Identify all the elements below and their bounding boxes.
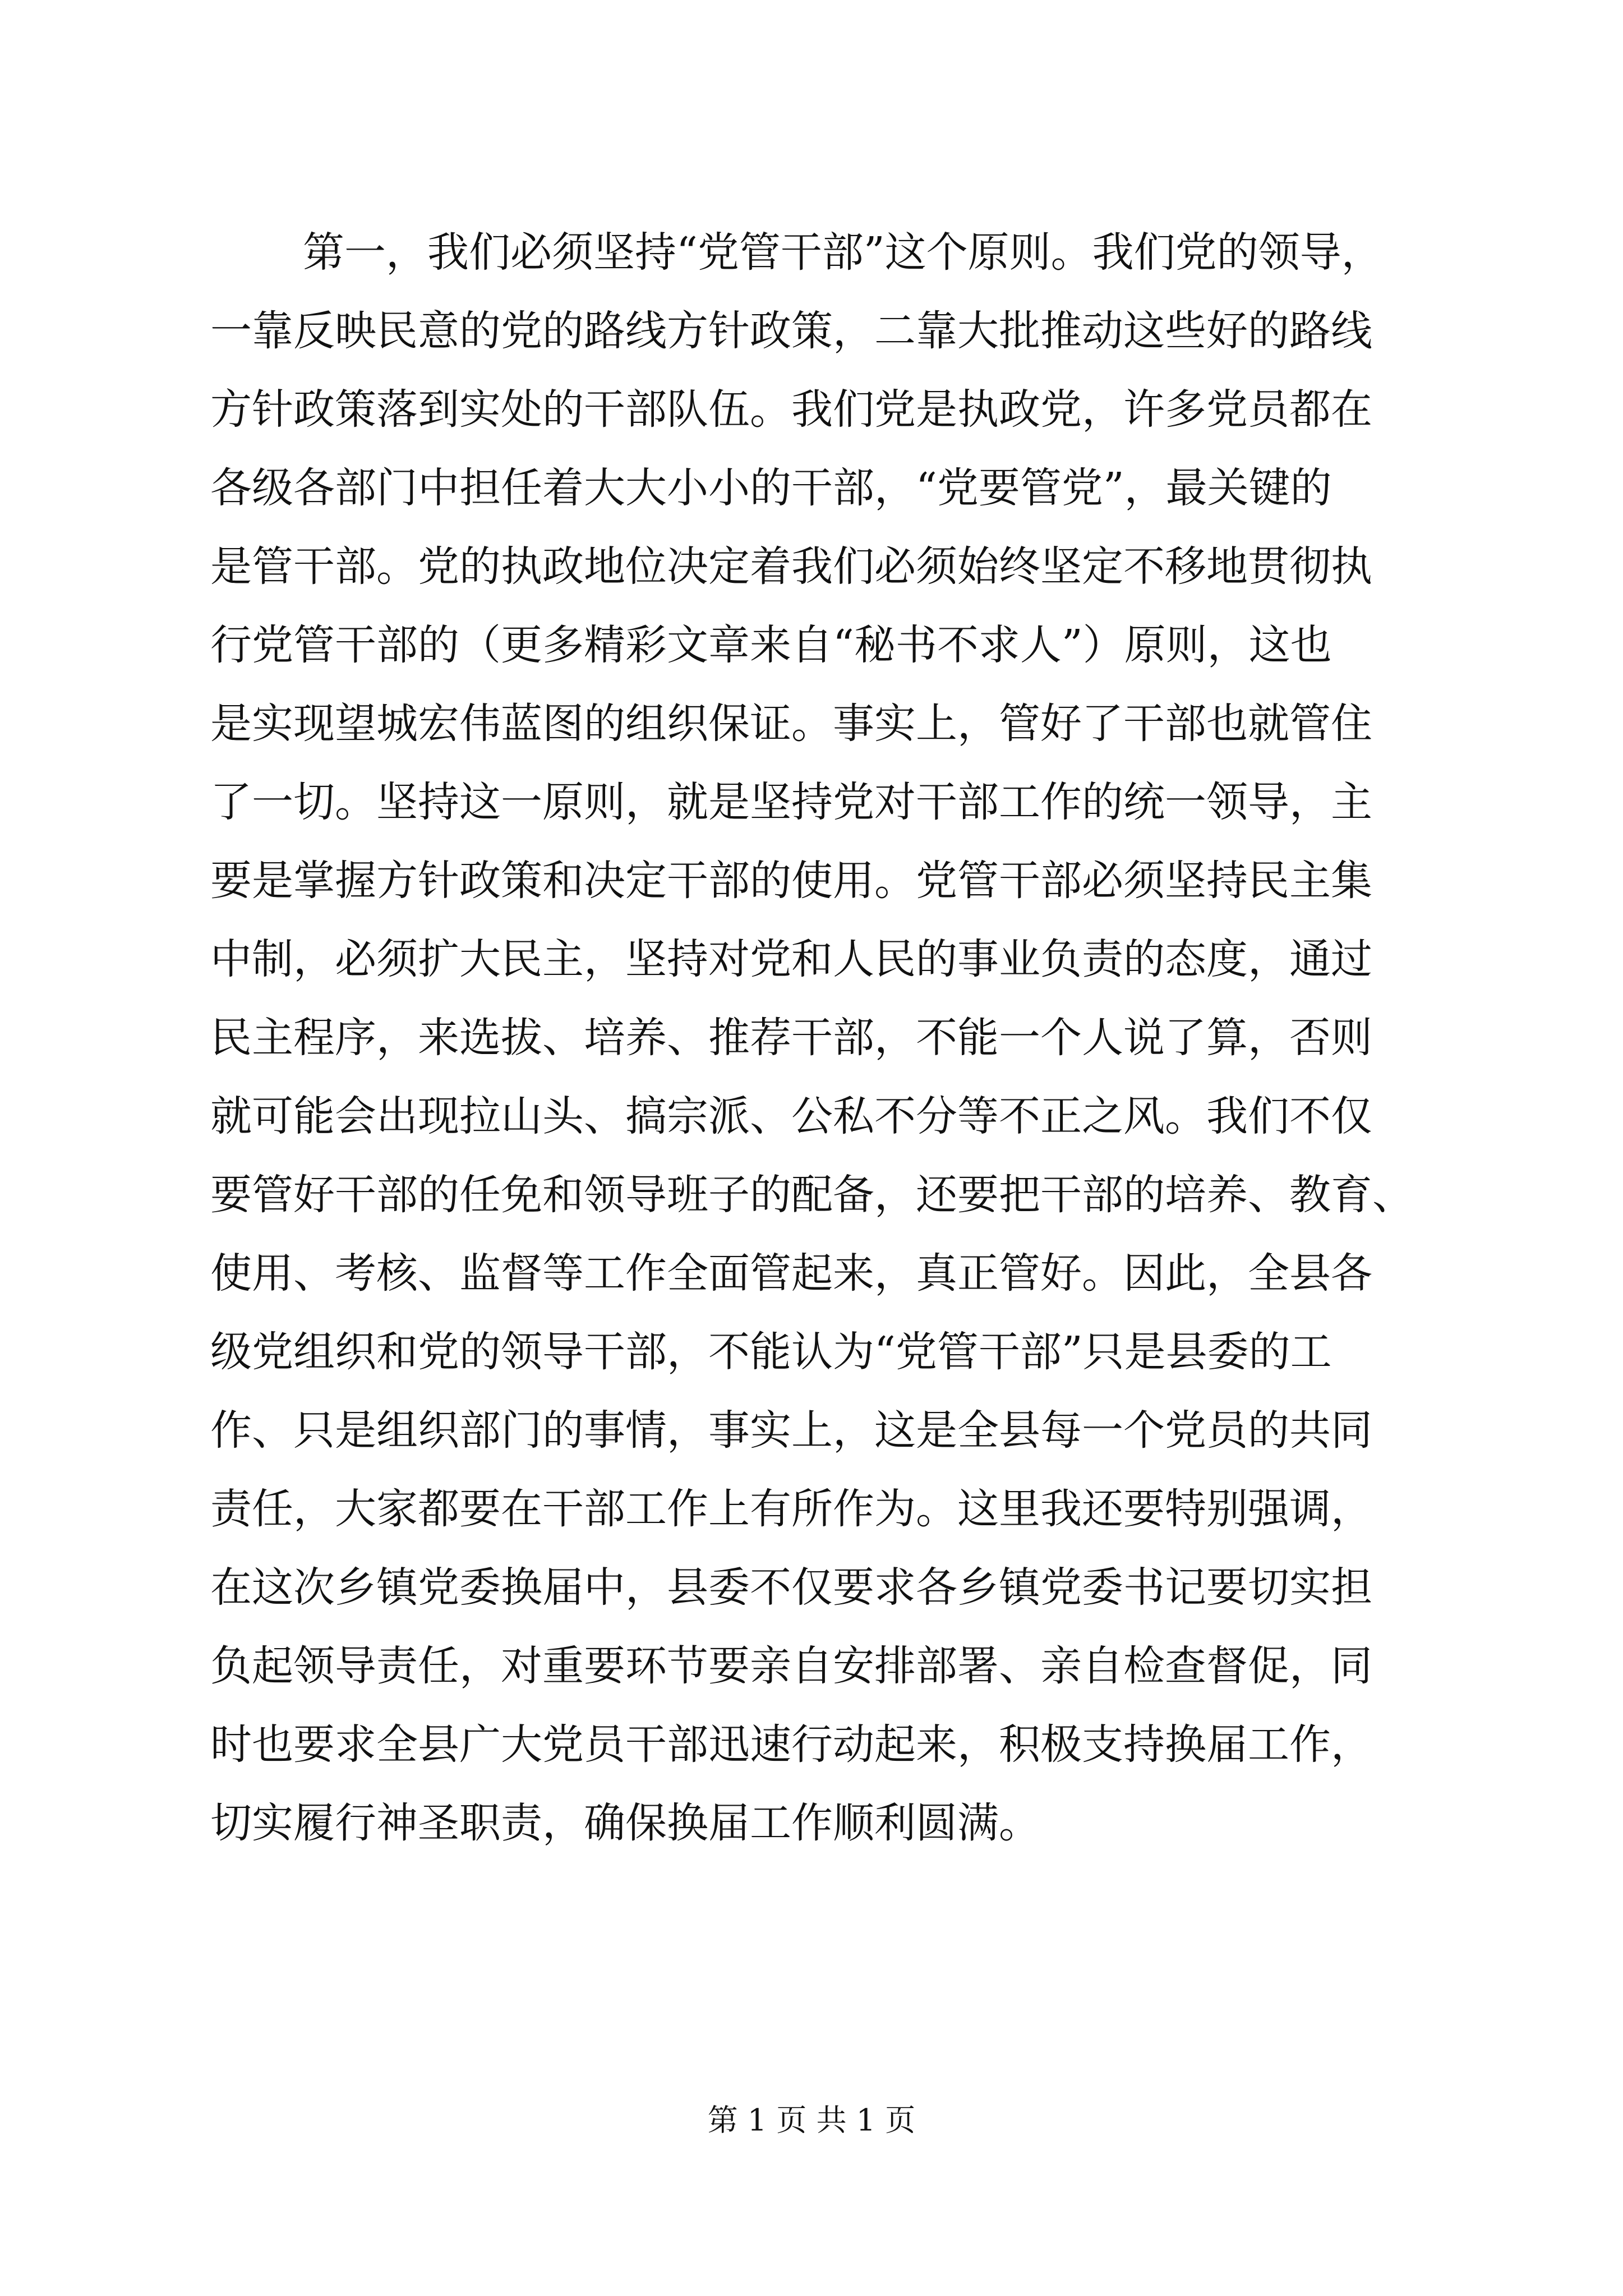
paragraph-line: 民主程序，来选拔、培养、推荐干部，不能一个人说了算，否则 — [210, 1014, 1372, 1062]
paragraph-line: 切实履行神圣职责，确保换届工作顺利圆满。 — [210, 1799, 1040, 1847]
page-number: 第 1 页 共 1 页 — [707, 2102, 916, 2138]
paragraph-line: 一靠反映民意的党的路线方针政策，二靠大批推动这些好的路线 — [210, 307, 1372, 355]
paragraph-line: 级党组织和党的领导干部，不能认为“党管干部”只是县委的工 — [210, 1328, 1332, 1376]
paragraph-line: 第一，我们必须坚持“党管干部”这个原则。我们党的领导， — [303, 228, 1383, 277]
page-footer — [0, 2098, 1623, 2143]
paragraph-line: 是管干部。党的执政地位决定着我们必须始终坚定不移地贯彻执 — [210, 542, 1372, 591]
paragraph-line: 各级各部门中担任着大大小小的干部，“党要管党”，最关键的 — [210, 464, 1332, 512]
paragraph-line: 时也要求全县广大党员干部迅速行动起来，积极支持换届工作， — [210, 1720, 1372, 1769]
paragraph-line: 中制，必须扩大民主，坚持对党和人民的事业负责的态度，通过 — [210, 935, 1372, 983]
paragraph-line: 方针政策落到实处的干部队伍。我们党是执政党，许多党员都在 — [210, 385, 1372, 434]
paragraph-line: 就可能会出现拉山头、搞宗派、公私不分等不正之风。我们不仅 — [210, 1092, 1372, 1140]
paragraph-line: 要管好干部的任免和领导班子的配备，还要把干部的培养、教育、 — [210, 1171, 1414, 1219]
paragraph-line: 在这次乡镇党委换届中，县委不仅要求各乡镇党委书记要切实担 — [210, 1563, 1372, 1612]
paragraph-line: 作、只是组织部门的事情，事实上，这是全县每一个党员的共同 — [210, 1406, 1372, 1455]
paragraph-line: 是实现望城宏伟蓝图的组织保证。事实上，管好了干部也就管住 — [210, 700, 1372, 748]
body-paragraph — [210, 213, 1427, 1862]
paragraph-line: 负起领导责任，对重要环节要亲自安排部署、亲自检查督促，同 — [210, 1642, 1372, 1690]
paragraph-line: 行党管干部的（更多精彩文章来自“秘书不求人”）原则，这也 — [210, 621, 1332, 669]
paragraph-line: 要是掌握方针政策和决定干部的使用。党管干部必须坚持民主集 — [210, 857, 1372, 905]
paragraph-line: 了一切。坚持这一原则，就是坚持党对干部工作的统一领导，主 — [210, 778, 1372, 826]
paragraph-line: 责任，大家都要在干部工作上有所作为。这里我还要特别强调， — [210, 1485, 1372, 1533]
paragraph-line: 使用、考核、监督等工作全面管起来，真正管好。因此，全县各 — [210, 1249, 1372, 1297]
